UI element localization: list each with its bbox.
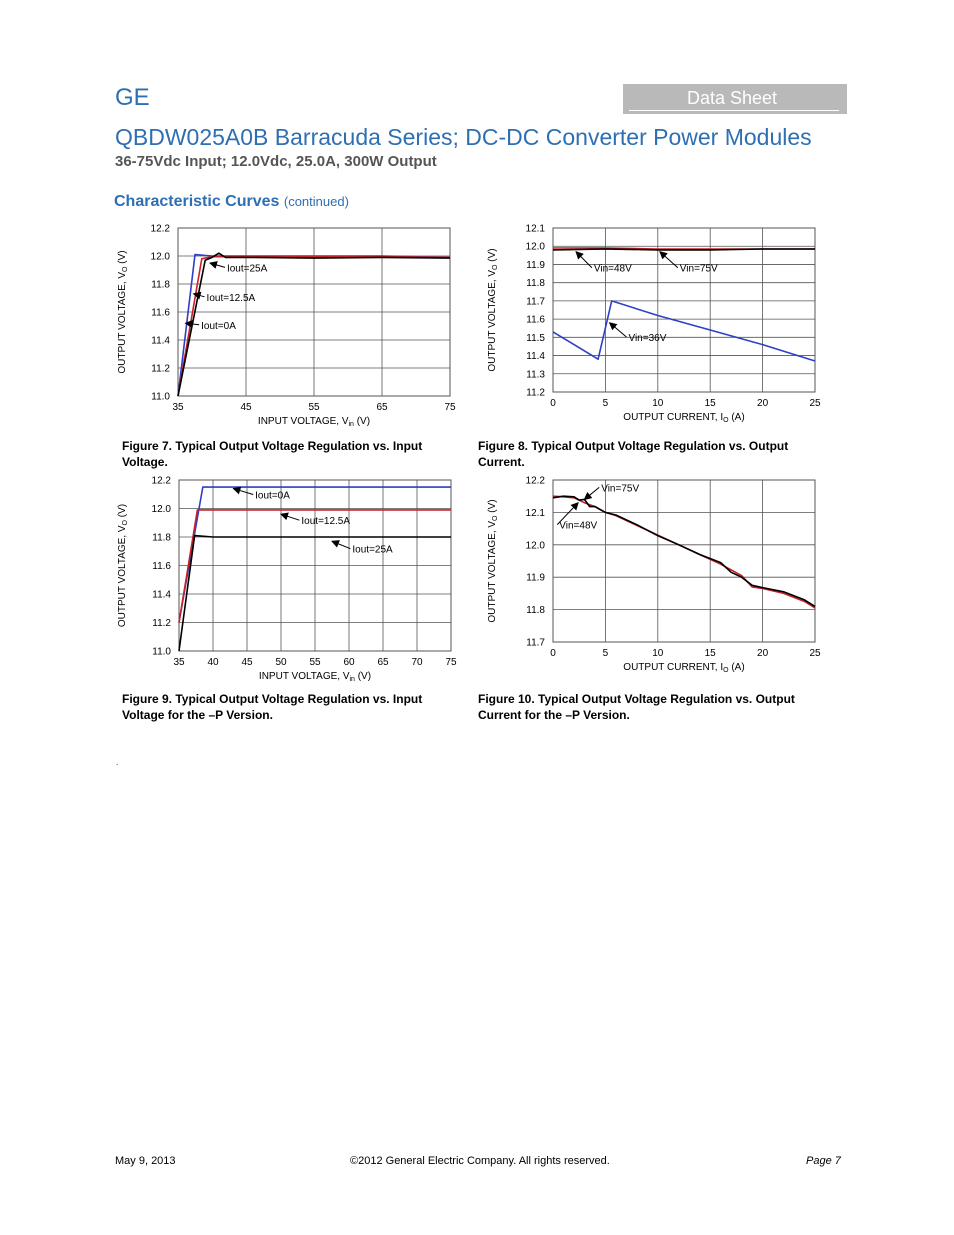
section-note: (continued)	[283, 194, 349, 209]
y-axis-label-unit: (V)	[487, 499, 498, 516]
fig9-svg	[100, 466, 470, 688]
x-axis-label	[623, 412, 744, 424]
y-tick-label: 12.2	[151, 475, 171, 487]
section-title: Characteristic Curves	[114, 193, 280, 210]
x-tick-label: 15	[704, 648, 716, 659]
y-axis-label-sub: O	[122, 519, 129, 526]
x-axis-label	[258, 416, 370, 428]
y-axis-label-main: OUTPUT VOLTAGE, V	[487, 269, 498, 372]
document-title: QBDW025A0B Barracuda Series; DC-DC Converter Power Modules	[115, 124, 812, 150]
x-axis-label	[259, 671, 371, 683]
x-tick-label: 40	[207, 657, 219, 668]
annotation-arrow	[281, 514, 299, 520]
x-tick-label: 0	[550, 648, 556, 659]
footer-page-number: Page 7	[806, 1155, 841, 1167]
y-tick-label: 11.0	[152, 646, 171, 658]
y-tick-label: 11.9	[526, 572, 545, 584]
y-tick-label: 12.0	[525, 540, 545, 552]
x-tick-label: 45	[240, 402, 252, 413]
x-tick-label: 25	[809, 648, 821, 659]
y-axis-label-sub: O	[492, 515, 499, 521]
stray-dot: .	[116, 758, 119, 767]
y-axis-label-sub: O	[122, 266, 129, 272]
y-axis-label-unit: (V)	[117, 503, 128, 520]
annotation-label: Iout=0A	[255, 490, 290, 502]
annotation-label: Iout=25A	[352, 544, 393, 556]
x-tick-label: 75	[444, 402, 456, 413]
y-axis-label	[487, 248, 499, 371]
y-tick-label: 11.4	[151, 335, 170, 347]
y-tick-label: 11.4	[526, 351, 545, 363]
x-tick-label: 65	[377, 657, 389, 668]
y-axis-label	[487, 499, 499, 622]
footer-copyright: ©2012 General Electric Company. All rights reserved.	[350, 1155, 610, 1167]
y-axis-label	[117, 504, 129, 627]
brand-logo: GE	[115, 84, 150, 111]
y-tick-label: 12.0	[151, 504, 171, 515]
y-axis-label-main: OUTPUT VOLTAGE, V	[117, 525, 128, 628]
y-axis-label-sub: O	[492, 264, 499, 270]
x-axis-label-unit: (V)	[354, 671, 372, 682]
x-tick-label: 25	[809, 398, 821, 409]
y-tick-label: 11.9	[526, 259, 545, 271]
y-tick-label: 11.6	[152, 561, 171, 572]
figure-10-caption: Figure 10. Typical Output Voltage Regulation vs. Output Current for the –P Version.	[478, 692, 795, 722]
figure-7-chart	[100, 215, 470, 435]
y-tick-label: 12.1	[525, 507, 545, 519]
y-tick-label: 12.0	[150, 251, 170, 263]
section-heading	[114, 193, 349, 211]
x-axis-label	[623, 662, 744, 674]
series-line-blue	[553, 301, 815, 361]
annotation-label: Vin=75V	[679, 263, 718, 275]
plot-frame	[553, 228, 815, 392]
y-tick-label: 11.6	[151, 307, 170, 319]
y-tick-label: 11.6	[526, 314, 545, 326]
annotation-label: Vin=36V	[628, 332, 667, 344]
x-tick-label: 0	[550, 398, 556, 409]
y-tick-label: 11.3	[526, 369, 545, 381]
fig7-svg	[100, 215, 470, 435]
annotation-arrow	[210, 263, 225, 267]
y-axis-label	[117, 250, 129, 373]
y-tick-label: 11.2	[151, 363, 170, 375]
series-line-red	[553, 496, 815, 608]
y-tick-label: 12.2	[150, 223, 170, 235]
x-axis-label-sub: O	[723, 667, 729, 674]
x-axis-label-unit: (A)	[728, 662, 745, 673]
y-tick-label: 11.8	[526, 605, 545, 617]
x-tick-label: 70	[411, 657, 423, 668]
y-tick-label: 12.0	[525, 241, 545, 253]
y-tick-label: 11.4	[152, 589, 171, 601]
y-tick-label: 12.2	[525, 475, 545, 487]
x-axis-label-unit: (V)	[353, 416, 371, 427]
figure-8-caption: Figure 8. Typical Output Voltage Regulation vs. Output Current.	[478, 439, 789, 469]
y-tick-label: 11.2	[152, 618, 171, 629]
document-subtitle: 36-75Vdc Input; 12.0Vdc, 25.0A, 300W Output	[115, 153, 437, 170]
y-axis-label-main: OUTPUT VOLTAGE, V	[487, 520, 498, 623]
annotation-arrow	[584, 487, 599, 499]
annotation-label: Iout=25A	[226, 263, 268, 275]
x-tick-label: 10	[652, 398, 664, 409]
annotation-arrow	[233, 489, 253, 495]
x-tick-label: 20	[757, 398, 769, 409]
annotation-label: Vin=75V	[601, 483, 640, 495]
x-tick-label: 5	[602, 398, 609, 409]
annotation-arrow	[332, 541, 350, 548]
x-tick-label: 15	[704, 398, 716, 409]
y-tick-label: 11.5	[526, 332, 545, 344]
figure-10-chart	[470, 466, 840, 688]
annotation-arrow	[576, 252, 592, 268]
x-axis-label-sub: in	[348, 421, 354, 428]
x-tick-label: 55	[308, 402, 320, 413]
figure-9-chart	[100, 466, 470, 688]
x-axis-label-sub: O	[723, 417, 729, 424]
annotation-label: Iout=12.5A	[301, 516, 351, 528]
y-axis-label-unit: (V)	[487, 248, 498, 265]
figure-9-caption: Figure 9. Typical Output Voltage Regulation vs. Input Voltage for the –P Version.	[122, 692, 423, 722]
annotation-label: Vin=48V	[559, 520, 598, 532]
x-tick-label: 20	[757, 648, 769, 659]
fig10-svg	[470, 466, 840, 688]
x-tick-label: 35	[172, 402, 184, 413]
x-axis-label-unit: (A)	[728, 412, 745, 423]
x-tick-label: 75	[445, 657, 457, 668]
annotation-arrow	[660, 252, 678, 268]
footer-date: May 9, 2013	[115, 1155, 176, 1167]
x-axis-label-main: INPUT VOLTAGE, V	[258, 671, 350, 682]
y-tick-label: 11.8	[152, 532, 171, 544]
x-tick-label: 35	[173, 657, 185, 668]
fig8-svg	[470, 215, 840, 435]
x-axis-label-sub: in	[349, 676, 355, 683]
plot-frame	[553, 480, 815, 642]
figure-8-chart	[470, 215, 840, 435]
x-axis-label-main: OUTPUT CURRENT, I	[623, 412, 724, 423]
figure-7-caption: Figure 7. Typical Output Voltage Regulation vs. Input Voltage.	[122, 439, 423, 469]
annotation-arrow	[610, 323, 627, 337]
y-axis-label-main: OUTPUT VOLTAGE, V	[117, 271, 128, 374]
x-axis-label-main: INPUT VOLTAGE, V	[257, 416, 349, 427]
y-tick-label: 11.0	[151, 391, 170, 403]
annotation-label: Iout=0A	[201, 320, 236, 332]
y-tick-label: 11.2	[526, 387, 545, 399]
x-tick-label: 45	[241, 657, 253, 668]
x-axis-label-main: OUTPUT CURRENT, I	[623, 662, 724, 673]
y-tick-label: 12.1	[525, 223, 545, 235]
annotation-label: Vin=48V	[593, 263, 632, 275]
y-tick-label: 11.8	[526, 278, 545, 290]
data-sheet-label: Data Sheet	[686, 88, 778, 108]
y-axis-label-unit: (V)	[117, 250, 128, 267]
y-tick-label: 11.7	[526, 296, 545, 308]
series-line-black	[553, 249, 815, 250]
badge-underline	[629, 110, 839, 111]
x-tick-label: 50	[275, 657, 287, 668]
x-tick-label: 5	[602, 648, 609, 659]
x-tick-label: 10	[652, 648, 664, 659]
x-tick-label: 55	[309, 657, 321, 668]
y-tick-label: 11.7	[526, 637, 545, 649]
x-tick-label: 60	[343, 657, 355, 668]
x-tick-label: 65	[376, 402, 388, 413]
y-tick-label: 11.8	[151, 279, 170, 291]
annotation-label: Iout=12.5A	[206, 292, 256, 304]
